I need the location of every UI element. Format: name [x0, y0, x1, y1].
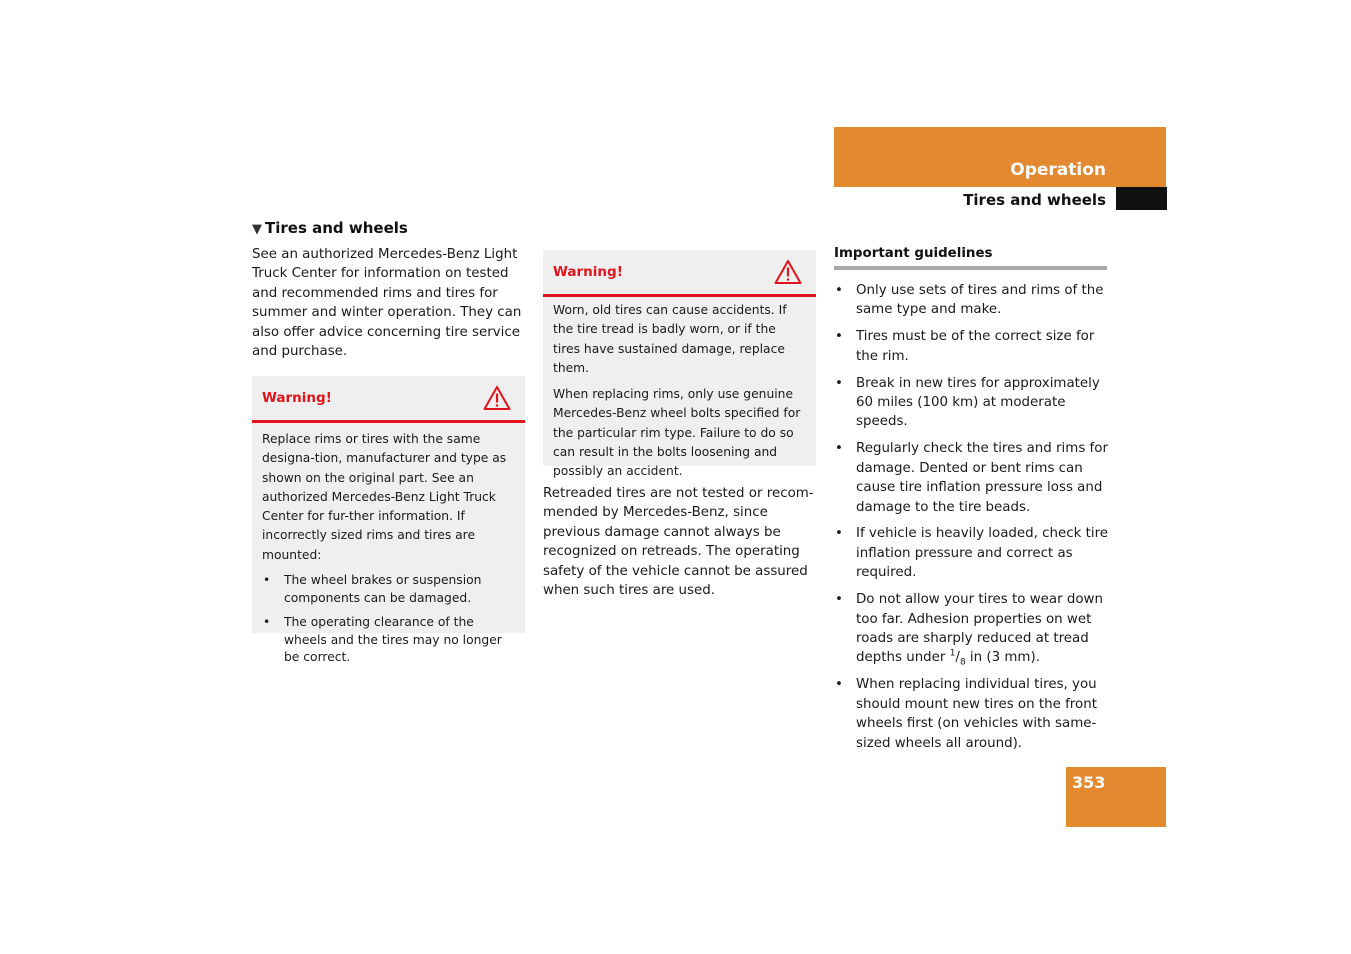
list-item: • When replacing individual tires, you should mount new tires on the front wheels first (on vehicles with same-sized wheels all around). — [834, 675, 1110, 753]
warning-header — [252, 376, 525, 423]
list-item: • If vehicle is heavily loaded, check tire inflation pressure and correct as required. — [834, 524, 1110, 582]
section-marker — [1116, 187, 1167, 210]
list-item — [834, 590, 1110, 668]
list-item: • The operating clearance of the wheels and the tires may no longer be correct. — [262, 614, 515, 667]
intro-paragraph: See an authorized Mercedes-Benz Light Truck Center for information on tested and recommended rims and tires for summer and winter operation. They can also offer advice concerning tire service and purchase. — [252, 247, 522, 360]
warning-bullet-list — [262, 572, 515, 667]
fraction-slash: / — [955, 650, 960, 666]
warning-title: Warning! — [262, 390, 332, 406]
warning-triangle-icon — [483, 385, 511, 411]
list-item: • Tires must be of the correct size for the rim. — [834, 327, 1110, 366]
warning-paragraph: When replacing rims, only use genuine Mercedes-Benz wheel bolts specified for the particular rim type. Failure to do so can result in the bolts loosening and possibly an accident. — [553, 387, 801, 479]
warning-header — [543, 250, 816, 297]
warning-box-worn-tires — [543, 250, 816, 479]
section-title: Tires and wheels — [963, 191, 1106, 209]
fraction-numerator: 1 — [949, 648, 956, 659]
warning-title: Warning! — [553, 264, 623, 280]
triangle-down-icon: ▼ — [252, 222, 262, 237]
guidelines-list — [834, 281, 1110, 760]
guidelines-rule — [834, 266, 1107, 270]
list-item-text: Do not allow your tires to wear down too far. Adhesion properties on wet roads are sharply reduced at tread depths under — [856, 592, 1104, 666]
warning-paragraph: Worn, old tires can cause accidents. If the tire tread is badly worn, or if the tires have sustained damage, replace them. — [553, 303, 787, 375]
warning-text: Replace rims or tires with the same designa-tion, manufacturer and type as shown on the original part. See an authorized Mercedes-Benz Light Truck Center for fur-ther information. If incorrectly sized rims and tires are mounted: — [262, 432, 507, 562]
list-item-text: in (3 mm). — [965, 650, 1040, 666]
warning-body — [543, 297, 816, 492]
warning-triangle-icon — [774, 259, 802, 285]
section-heading — [252, 219, 408, 237]
list-item: • Break in new tires for approximately 60 miles (100 km) at moderate speeds. — [834, 374, 1110, 432]
chapter-title: Operation — [1010, 160, 1106, 180]
warning-box-rims — [252, 376, 525, 665]
list-item: • The wheel brakes or suspension components can be damaged. — [262, 572, 515, 607]
warning-body — [252, 423, 525, 677]
header-bar — [834, 127, 1166, 187]
section-heading-label: Tires and wheels — [265, 219, 408, 237]
page-number-box — [1066, 767, 1166, 827]
page-number: 353 — [1072, 773, 1106, 792]
fraction-denominator: 8 — [959, 658, 966, 669]
retread-paragraph: Retreaded tires are not tested or recom-mended by Mercedes-Benz, since previous damage cannot always be recognized on retreads. The operating safety of the vehicle cannot be assured when such tires are used. — [543, 486, 814, 599]
list-item: • Regularly check the tires and rims for damage. Dented or bent rims can cause tire inflation pressure loss and damage to the tire beads. — [834, 439, 1110, 517]
list-item: • Only use sets of tires and rims of the same type and make. — [834, 281, 1110, 320]
guidelines-title: Important guidelines — [834, 246, 993, 261]
